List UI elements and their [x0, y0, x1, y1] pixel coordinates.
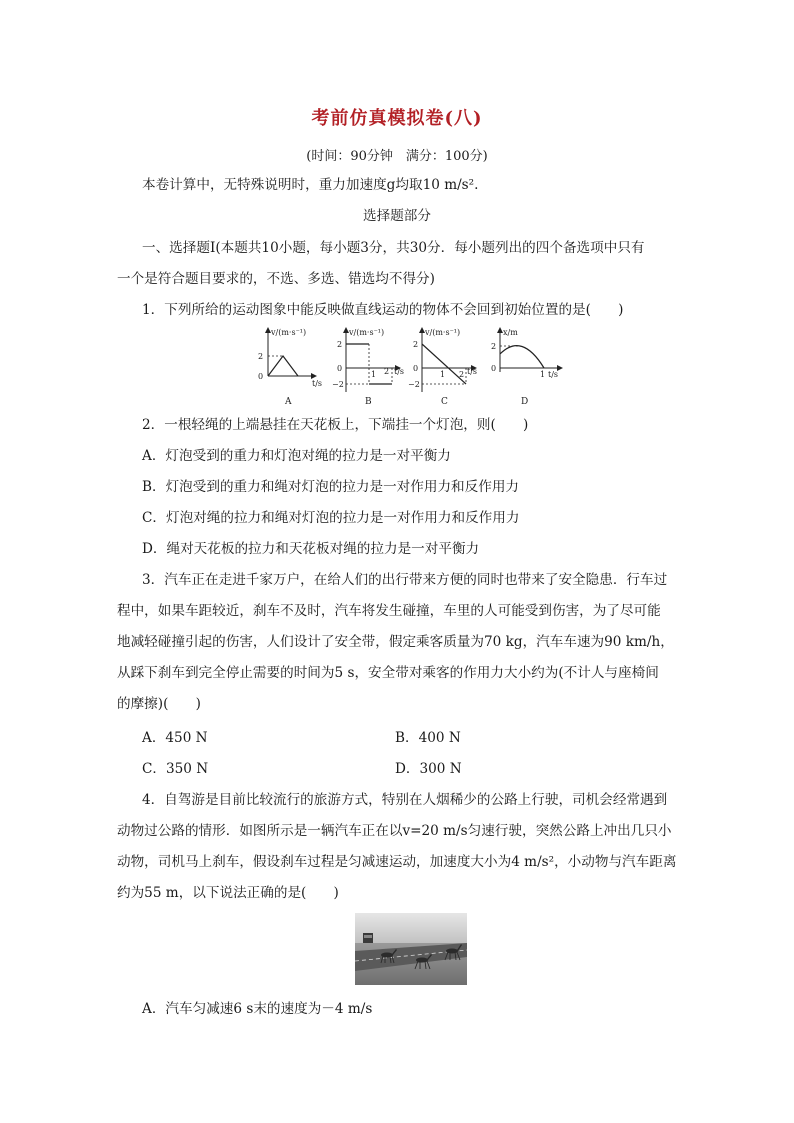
graph-d-tick-2: 2 [491, 342, 497, 351]
section-heading-line2: 一个是符合题目要求的，不选、多选、错选均不得分) [117, 271, 435, 287]
graph-c-tick-t1: 1 [440, 370, 446, 379]
graph-b [332, 328, 404, 407]
graph-c-tick-neg2: −2 [408, 380, 420, 389]
section-heading-line1: 一、选择题Ⅰ(本题共10小题，每小题3分，共30分．每小题列出的四个备选项中只有 [142, 240, 645, 256]
graph-b-tick-t1: 1 [371, 370, 377, 379]
graph-b-tick-0: 0 [337, 364, 343, 373]
q3-option-a: A．450 N [142, 730, 208, 746]
graph-c-ylabel: v/(m·s⁻¹) [425, 328, 461, 337]
q3-line1: 3．汽车正在走进千家万户，在给人们的出行带来方便的同时也带来了安全隐患．行车过 [142, 572, 668, 588]
q4-line3: 动物，司机马上刹车，假设刹车过程是匀减速运动，加速度大小为4 m/s²，小动物与汽车距离 [117, 854, 677, 870]
q3-line4: 从踩下刹车到完全停止需要的时间为5 s，安全带对乘客的作用力大小约为(不计人与座椅间 [117, 665, 659, 681]
q2-option-b: B．灯泡受到的重力和绳对灯泡的拉力是一对作用力和反作用力 [142, 479, 520, 495]
q3-option-d: D．300 N [395, 761, 462, 777]
graph-b-ylabel: v/(m·s⁻¹) [349, 328, 385, 337]
intro-note: 本卷计算中，无特殊说明时，重力加速度g均取10 m/s². [142, 177, 479, 193]
part-label: 选择题部分 [363, 208, 431, 224]
graph-c-tick-t2: 2 [459, 370, 465, 379]
graph-b-letter: B [365, 397, 372, 407]
graph-d [491, 328, 562, 407]
graph-c-tick-2: 2 [413, 340, 419, 349]
graph-d-xlabel: t/s [548, 370, 559, 379]
q3-line5: 的摩擦)( ) [117, 696, 201, 712]
graph-b-tick-neg2: −2 [332, 380, 344, 389]
q4-line4: 约为55 m，以下说法正确的是( ) [117, 885, 339, 901]
q3-option-c: C．350 N [142, 761, 209, 777]
q4-line1: 4．自驾游是目前比较流行的旅游方式，特别在人烟稀少的公路上行驶，司机会经常遇到 [142, 792, 668, 808]
graph-a-tick-0: 0 [258, 372, 264, 381]
graph-d-tick-0: 0 [491, 364, 497, 373]
graph-a-letter: A [285, 397, 292, 407]
q2-option-d: D．绳对天花板的拉力和天花板对绳的拉力是一对平衡力 [142, 541, 480, 557]
q2-stem: 2．一根轻绳的上端悬挂在天花板上，下端挂一个灯泡，则( ) [142, 417, 529, 433]
q2-option-a: A．灯泡受到的重力和灯泡对绳的拉力是一对平衡力 [142, 448, 451, 464]
graph-c-letter: C [441, 397, 448, 407]
graph-a-xlabel: t/s [312, 379, 323, 388]
graph-b-tick-t2: 2 [384, 367, 390, 376]
q4-option-a: A．汽车匀减速6 s末的速度为－4 m/s [142, 1001, 373, 1017]
road-animals-photo [355, 913, 467, 985]
graph-d-ylabel: x/m [503, 328, 518, 337]
graph-a-tick-2: 2 [258, 352, 264, 361]
q2-option-c: C．灯泡对绳的拉力和绳对灯泡的拉力是一对作用力和反作用力 [142, 510, 520, 526]
graph-a [258, 328, 322, 407]
q3-line3: 地减轻碰撞引起的伤害，人们设计了安全带，假定乘客质量为70 kg，汽车车速为90 km/h， [117, 634, 674, 650]
graph-d-letter: D [521, 397, 529, 407]
q1-graphs [254, 322, 579, 410]
graph-a-ylabel: v/(m·s⁻¹) [271, 328, 307, 337]
page-title: 考前仿真模拟卷(八) [311, 108, 483, 129]
q1-stem: 1．下列所给的运动图象中能反映做直线运动的物体不会回到初始位置的是( ) [142, 302, 624, 318]
q3-option-b: B．400 N [395, 730, 461, 746]
graph-c-xlabel: t/s [467, 367, 478, 376]
graph-d-tick-t1: 1 [540, 370, 546, 379]
graph-b-tick-2: 2 [337, 340, 343, 349]
graph-c-tick-0: 0 [413, 364, 419, 373]
q4-line2: 动物过公路的情形．如图所示是一辆汽车正在以v=20 m/s匀速行驶，突然公路上冲出几只小 [117, 823, 672, 839]
q3-line2: 程中，如果车距较近，刹车不及时，汽车将发生碰撞，车里的人可能受到伤害，为了尽可能 [117, 603, 661, 619]
graph-b-xlabel: t/s [394, 367, 405, 376]
graph-c [408, 328, 477, 407]
photo-illustration [355, 913, 467, 985]
exam-info: (时间：90分钟 满分：100分) [306, 149, 488, 164]
